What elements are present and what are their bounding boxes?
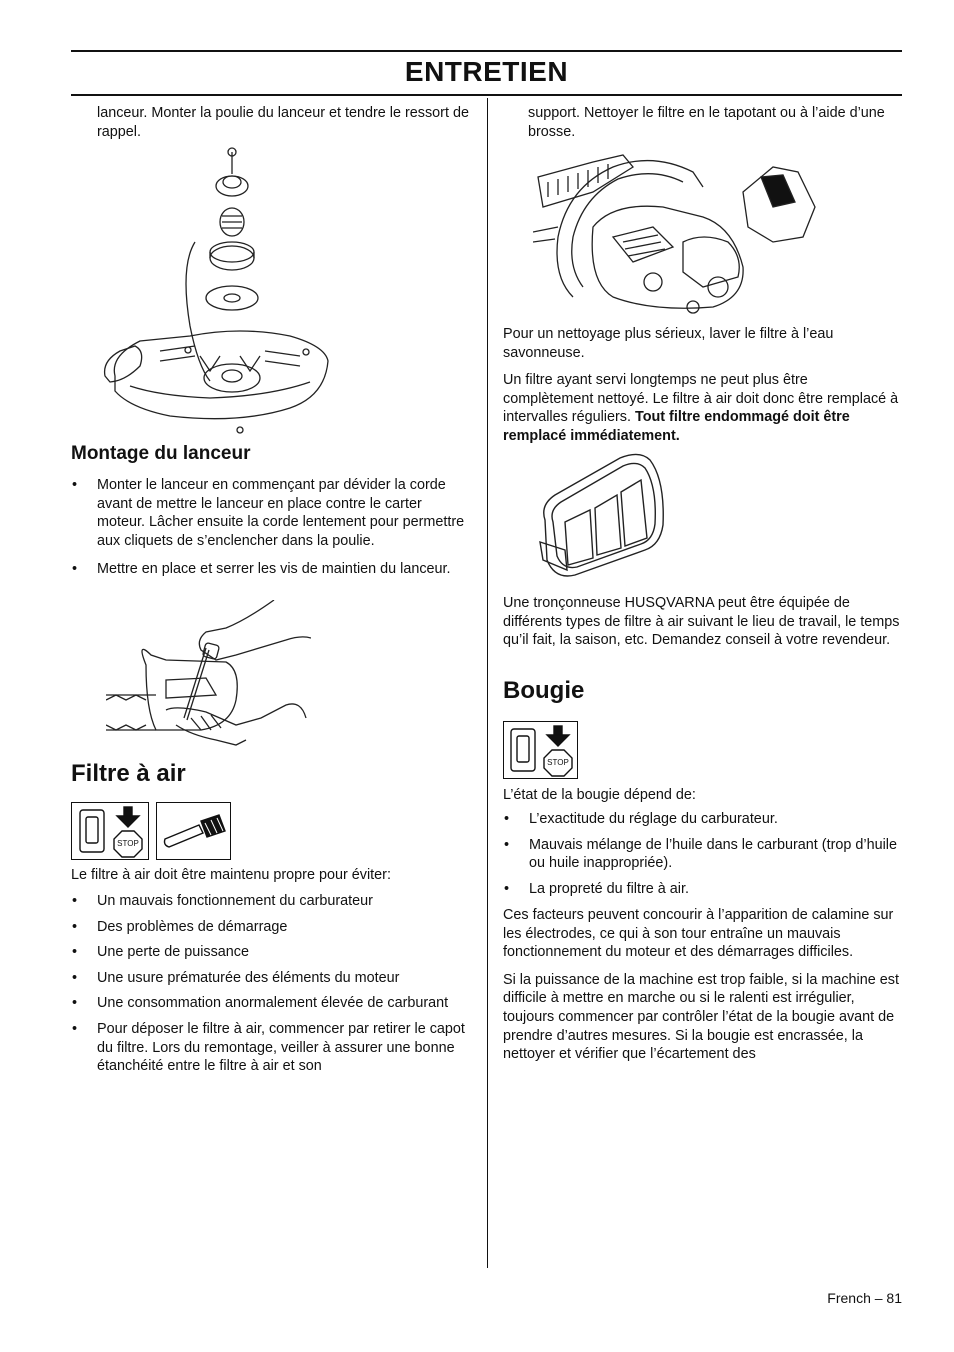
filtre-intro: Le filtre à air doit être maintenu propre pour éviter: — [71, 867, 391, 883]
stop-label: STOP — [547, 758, 569, 767]
header-rule-top — [71, 50, 902, 52]
stop-engine-icon — [71, 802, 149, 860]
header-rule-bottom — [71, 94, 902, 96]
chainsaw-filter-cover-illustration — [533, 147, 818, 320]
list-item: • Une consommation anormalement élevée de carburant — [71, 994, 472, 1013]
right-paragraphs — [503, 325, 900, 455]
stop-label: STOP — [117, 839, 139, 848]
bougie-heading-wrap — [503, 677, 900, 705]
bougie-heading: Bougie — [503, 677, 585, 704]
filtre-heading-wrap — [71, 760, 471, 788]
stop-engine-icon — [503, 721, 578, 779]
filtre-heading: Filtre à air — [71, 760, 186, 787]
montage-list — [71, 476, 472, 586]
air-filter-illustration — [535, 450, 670, 582]
paragraph: Ces facteurs peuvent concourir à l’apparition de calamine sur les électrodes, ce qui à son tour entraîne un mauvais fonctionnement du moteur et des démarrages difficiles. — [503, 907, 894, 961]
montage-heading-wrap — [71, 443, 471, 465]
column-divider — [487, 98, 488, 1268]
hands-screwdriver-illustration — [106, 600, 311, 755]
list-item: • Une usure prématurée des éléments du moteur — [71, 969, 472, 988]
list-item: • Mettre en place et serrer les vis de maintien du lanceur. — [71, 560, 472, 579]
filtre-list — [71, 892, 472, 1083]
starter-assembly-illustration — [100, 146, 335, 438]
list-item: • Pour déposer le filtre à air, commencer par retirer le capot du filtre. Lors du remontage, veiller à assurer une bonne étanchéité entre le filtre à air et son — [71, 1020, 472, 1076]
list-item: • L’exactitude du réglage du carburateur. — [503, 810, 900, 829]
list-item: • Mauvais mélange de l’huile dans le carburant (trop d’huile ou huile inappropriée). — [503, 836, 900, 873]
page-number: French – 81 — [827, 1290, 902, 1306]
right-p3: Une tronçonneuse HUSQVARNA peut être équipée de différents types de filtre à air suivant le lieu de travail, le temps qu’il fait, la saison, etc. Demandez conseil à votre revendeur. — [503, 595, 900, 649]
list-item: • Des problèmes de démarrage — [71, 918, 472, 937]
paragraph: Pour un nettoyage plus sérieux, laver le filtre à l’eau savonneuse. — [503, 326, 834, 361]
bougie-paragraphs — [503, 906, 900, 1073]
paragraph: Si la puissance de la machine est trop faible, si la machine est difficile à mettre en marche ou si le ralenti est irrégulier, toujours commencer par contrôler l’état de la bougie avant de prendre d’autres mesures. Si la bougie est encrassée, la nettoyer et vérifier que l’écartement des — [503, 971, 899, 1063]
paragraph: Un filtre ayant servi longtemps ne peut plus être complètement nettoyé. Le filtre à air doit donc être remplacé à intervalles réguliers. Tout filtre endommagé doit être remplacé immédiatement. — [503, 372, 899, 444]
list-item: • Un mauvais fonctionnement du carburateur — [71, 892, 472, 911]
list-item: • La propreté du filtre à air. — [503, 880, 900, 899]
page-title: ENTRETIEN — [404, 56, 569, 87]
bougie-intro: L’état de la bougie dépend de: — [503, 787, 696, 803]
left-intro: lanceur. Monter la poulie du lanceur et tendre le ressort de rappel. — [97, 105, 469, 140]
brush-icon — [156, 802, 231, 860]
right-intro: support. Nettoyer le filtre en le tapotant ou à l’aide d’une brosse. — [528, 105, 885, 140]
list-item: • Une perte de puissance — [71, 943, 472, 962]
bougie-list — [503, 810, 900, 905]
list-item: • Monter le lanceur en commençant par dévider la corde avant de mettre le lanceur en place contre le carter moteur. Lâcher ensuite la corde lentement pour permettre aux cliquets de s’enclencher dans la poulie. — [71, 476, 472, 550]
montage-heading: Montage du lanceur — [71, 443, 251, 464]
